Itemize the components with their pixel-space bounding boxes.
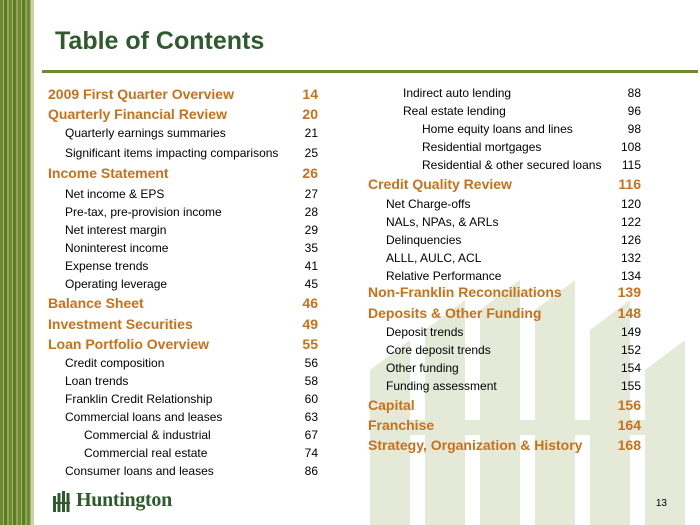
toc-entry-page: 55 xyxy=(302,336,318,352)
toc-entry-title: Indirect auto lending xyxy=(403,86,512,100)
toc-entry-page: 26 xyxy=(302,165,318,181)
page-number: 13 xyxy=(655,498,667,509)
toc-entry-title: Net interest margin xyxy=(65,223,167,237)
toc-entry-page: 148 xyxy=(617,305,641,321)
toc-entry-title: Balance Sheet xyxy=(48,295,144,311)
toc-entry-page: 115 xyxy=(621,158,641,172)
toc-entry-page: 67 xyxy=(304,428,318,442)
toc-entry-title: Non-Franklin Reconciliations xyxy=(368,284,562,300)
toc-entry-title: Investment Securities xyxy=(48,316,193,332)
toc-entry-title: ALLL, AULC, ACL xyxy=(386,251,482,265)
toc-entry-page: 98 xyxy=(627,122,641,136)
toc-entry-page: 49 xyxy=(302,316,318,332)
page-title: Table of Contents xyxy=(55,27,265,55)
toc-entry-page: 21 xyxy=(304,126,318,140)
toc-entry-title: Commercial & industrial xyxy=(84,428,211,442)
huntington-logo-icon xyxy=(52,490,72,512)
toc-entry-page: 154 xyxy=(620,361,641,375)
toc-entry-page: 122 xyxy=(620,215,641,229)
toc-entry-page: 27 xyxy=(304,187,318,201)
toc-entry-title: Noninterest income xyxy=(65,241,169,255)
toc-entry-title: Expense trends xyxy=(65,259,149,273)
toc-entry-title: Funding assessment xyxy=(386,379,497,393)
toc-entry-page: 139 xyxy=(617,284,641,300)
toc-entry-title: Loan Portfolio Overview xyxy=(48,336,210,352)
toc-entry-title: Residential & other secured loans xyxy=(422,158,602,172)
toc-entry-title: Income Statement xyxy=(48,165,169,181)
toc-entry-page: 108 xyxy=(620,140,641,154)
toc-entry-page: 41 xyxy=(304,259,318,273)
toc-entry-title: Credit composition xyxy=(65,356,165,370)
toc-entry-page: 86 xyxy=(304,464,318,478)
left-stripe-decoration xyxy=(0,0,34,525)
toc-entry-title: Operating leverage xyxy=(65,277,168,291)
toc-entry-page: 120 xyxy=(620,197,641,211)
toc-entry-page: 60 xyxy=(304,392,318,406)
toc-entry-page: 132 xyxy=(620,251,641,265)
title-divider xyxy=(42,70,698,73)
toc-entry-page: 58 xyxy=(304,374,318,388)
toc-entry-page: 45 xyxy=(304,277,318,291)
toc-entry-page: 29 xyxy=(304,223,318,237)
toc-entry-title: Pre-tax, pre-provision income xyxy=(65,205,222,219)
toc-entry-title: 2009 First Quarter Overview xyxy=(48,86,234,102)
toc-entry-title: Net Charge-offs xyxy=(386,197,471,211)
toc-entry-page: 152 xyxy=(620,343,641,357)
toc-entry-page: 116 xyxy=(618,176,641,192)
toc-entry-page: 56 xyxy=(304,356,318,370)
toc-entry-page: 74 xyxy=(304,446,318,460)
toc-entry-title: Real estate lending xyxy=(403,104,506,118)
toc-entry-title: Home equity loans and lines xyxy=(422,122,573,136)
toc-entry-title: Quarterly Financial Review xyxy=(48,106,227,122)
toc-entry-title: Significant items impacting comparisons xyxy=(65,146,279,160)
toc-entry-title: Loan trends xyxy=(65,374,129,388)
toc-entry-title: Franklin Credit Relationship xyxy=(65,392,213,406)
toc-entry-page: 149 xyxy=(620,325,641,339)
toc-entry-page: 96 xyxy=(627,104,641,118)
toc-entry-title: Residential mortgages xyxy=(422,140,542,154)
toc-entry-page: 164 xyxy=(617,417,641,433)
toc-entry-page: 134 xyxy=(620,269,641,283)
toc-entry-title: Relative Performance xyxy=(386,269,502,283)
toc-entry-title: Core deposit trends xyxy=(386,343,491,357)
toc-entry-page: 126 xyxy=(620,233,641,247)
toc-entry-title: Strategy, Organization & History xyxy=(368,437,583,453)
toc-entry-page: 28 xyxy=(304,205,318,219)
toc-entry-page: 35 xyxy=(304,241,318,255)
toc-entry-page: 14 xyxy=(302,86,318,102)
toc-entry-title: Credit Quality Review xyxy=(368,176,512,192)
toc-entry-page: 25 xyxy=(304,146,318,160)
huntington-logo xyxy=(52,489,172,512)
toc-entry-title: Commercial real estate xyxy=(84,446,208,460)
toc-entry-title: NALs, NPAs, & ARLs xyxy=(386,215,499,229)
toc-entry-title: Deposit trends xyxy=(386,325,464,339)
toc-entry-title: Capital xyxy=(368,397,415,413)
toc-entry-page: 168 xyxy=(617,437,641,453)
toc-entry-page: 88 xyxy=(627,86,641,100)
toc-entry-title: Deposits & Other Funding xyxy=(368,305,542,321)
toc-entry-page: 20 xyxy=(302,106,318,122)
toc-entry-title: Delinquencies xyxy=(386,233,462,247)
toc-entry-title: Consumer loans and leases xyxy=(65,464,214,478)
toc-entry-page: 63 xyxy=(304,410,318,424)
toc-entry-page: 46 xyxy=(302,295,318,311)
toc-entry-title: Other funding xyxy=(386,361,459,375)
toc-entry-title: Quarterly earnings summaries xyxy=(65,126,226,140)
toc-entry-title: Franchise xyxy=(368,417,435,433)
logo-wordmark: Huntington xyxy=(76,489,172,511)
toc-entry-page: 155 xyxy=(620,379,641,393)
toc-entry-page: 156 xyxy=(617,397,641,413)
toc-entry-title: Net income & EPS xyxy=(65,187,165,201)
toc-entry-title: Commercial loans and leases xyxy=(65,410,223,424)
